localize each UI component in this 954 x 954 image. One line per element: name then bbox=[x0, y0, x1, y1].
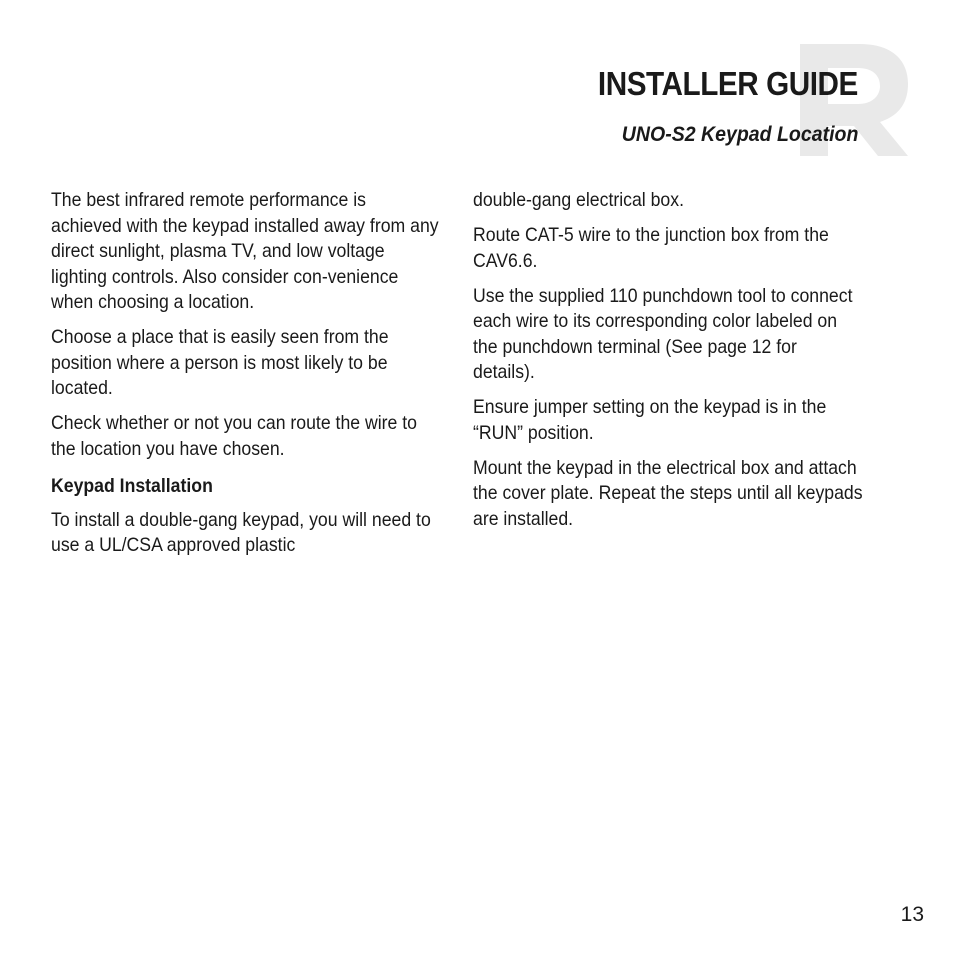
body-paragraph: Mount the keypad in the electrical box and attach the cover plate. Repeat the steps until all keypads are installed. bbox=[473, 457, 863, 530]
page-title: INSTALLER GUIDE bbox=[597, 65, 858, 102]
body-paragraph: Route CAT-5 wire to the junction box from the CAV6.6. bbox=[473, 225, 829, 272]
page-number: 13 bbox=[900, 903, 924, 926]
section-heading: Keypad Installation bbox=[51, 476, 213, 497]
body-paragraph: double-gang electrical box. bbox=[473, 190, 684, 211]
body-paragraph: Ensure jumper setting on the keypad is in the “RUN” position. bbox=[473, 397, 827, 444]
page-subtitle: UNO-S2 Keypad Location bbox=[621, 123, 858, 146]
left-column bbox=[51, 188, 441, 568]
body-paragraph: Choose a place that is easily seen from the position where a person is most likely to be located. bbox=[51, 327, 389, 399]
right-column bbox=[473, 188, 863, 542]
body-paragraph: The best infrared remote performance is achieved with the keypad installed away from any direct sunlight, plasma TV, and low voltage lighting controls. Also consider con-venience when choosing a location. bbox=[51, 190, 439, 313]
body-paragraph: Use the supplied 110 punchdown tool to connect each wire to its corresponding color labeled on the punchdown terminal (See page 12 for details). bbox=[473, 285, 853, 383]
body-paragraph: To install a double-gang keypad, you will need to use a UL/CSA approved plastic bbox=[51, 509, 431, 556]
body-paragraph: Check whether or not you can route the wire to the location you have chosen. bbox=[51, 413, 418, 460]
